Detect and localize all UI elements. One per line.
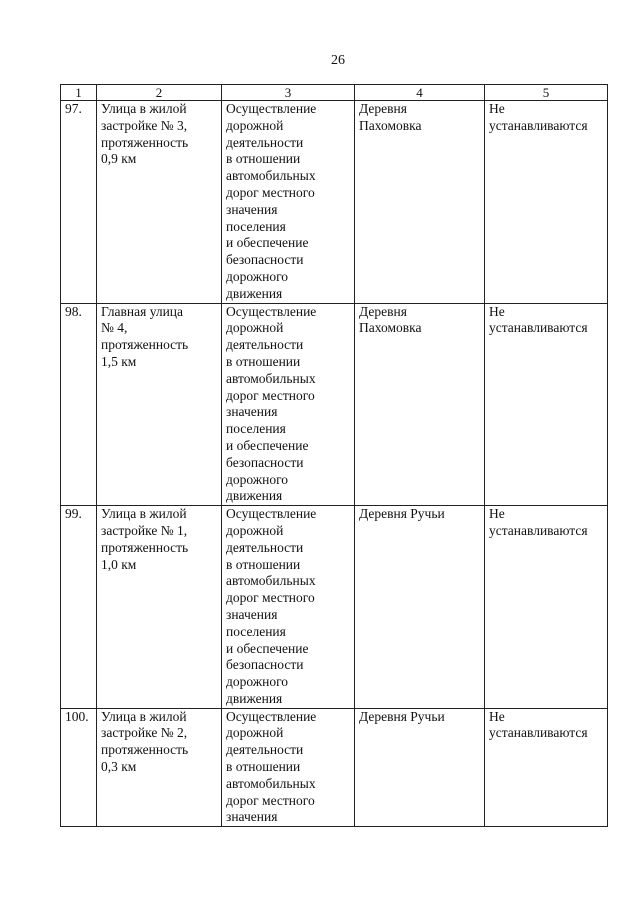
object-cell-line: протяженность bbox=[101, 134, 189, 150]
activity-cell-line: Осуществление bbox=[226, 708, 317, 724]
object-cell-line: Главная улица bbox=[101, 303, 184, 319]
restrictions-cell-line: Не bbox=[489, 506, 505, 522]
column-header: 2 bbox=[97, 85, 222, 101]
register-table bbox=[60, 84, 608, 827]
table-row bbox=[61, 708, 608, 827]
restrictions-cell bbox=[485, 708, 608, 827]
object-cell-line: № 4, bbox=[101, 320, 128, 336]
activity-cell-line: значения bbox=[226, 404, 278, 420]
table-row bbox=[61, 101, 608, 304]
activity-cell-line: дорог местного bbox=[226, 387, 315, 403]
object-cell-line: 1,5 км bbox=[101, 353, 137, 369]
column-header: 5 bbox=[485, 85, 608, 101]
location-cell bbox=[355, 303, 485, 506]
activity-cell-line: дорог местного bbox=[226, 590, 315, 606]
location-cell-line: Пахомовка bbox=[359, 117, 422, 133]
activity-cell-line: дорожной bbox=[226, 522, 284, 538]
activity-cell-line: Осуществление bbox=[226, 506, 317, 522]
location-cell bbox=[355, 506, 485, 709]
activity-cell-line: дорог местного bbox=[226, 792, 315, 808]
activity-cell-line: деятельности bbox=[226, 539, 304, 555]
object-cell-line: 1,0 км bbox=[101, 556, 137, 572]
activity-cell-line: автомобильных bbox=[226, 775, 316, 791]
activity-cell-line: безопасности bbox=[226, 454, 304, 470]
activity-cell-line: дорожного bbox=[226, 268, 289, 284]
activity-cell bbox=[222, 506, 355, 709]
column-header: 3 bbox=[222, 85, 355, 101]
table-body bbox=[61, 101, 608, 827]
activity-cell bbox=[222, 708, 355, 827]
object-cell bbox=[97, 506, 222, 709]
activity-cell bbox=[222, 303, 355, 506]
activity-cell-line: значения bbox=[226, 809, 278, 825]
table-row bbox=[61, 303, 608, 506]
activity-cell-line: дорог местного bbox=[226, 184, 315, 200]
row-number-cell-line: 98. bbox=[65, 303, 82, 319]
object-cell bbox=[97, 101, 222, 304]
activity-cell-line: движения bbox=[226, 690, 283, 706]
location-cell bbox=[355, 708, 485, 827]
restrictions-cell-line: Не bbox=[489, 101, 505, 116]
activity-cell-line: поселения bbox=[226, 421, 286, 437]
activity-cell-line: поселения bbox=[226, 623, 286, 639]
row-number-cell-line: 99. bbox=[65, 506, 82, 522]
activity-cell-line: движения bbox=[226, 285, 283, 301]
activity-cell-line: автомобильных bbox=[226, 370, 316, 386]
activity-cell-line: дорожной bbox=[226, 320, 284, 336]
activity-cell-line: значения bbox=[226, 606, 278, 622]
table-row bbox=[61, 506, 608, 709]
object-cell-line: 0,9 км bbox=[101, 151, 137, 167]
restrictions-cell bbox=[485, 506, 608, 709]
location-cell-line: Пахомовка bbox=[359, 320, 422, 336]
row-number-cell bbox=[61, 506, 97, 709]
row-number-cell-line: 100. bbox=[65, 708, 89, 724]
object-cell-line: Улица в жилой bbox=[101, 708, 187, 724]
row-number-cell bbox=[61, 708, 97, 827]
column-header: 1 bbox=[61, 85, 97, 101]
object-cell-line: застройке № 2, bbox=[101, 725, 188, 741]
row-number-cell bbox=[61, 303, 97, 506]
table-header-row bbox=[61, 85, 608, 101]
activity-cell-line: и обеспечение bbox=[226, 235, 309, 251]
activity-cell-line: дорожной bbox=[226, 117, 284, 133]
activity-cell-line: и обеспечение bbox=[226, 437, 309, 453]
column-header: 4 bbox=[355, 85, 485, 101]
activity-cell bbox=[222, 101, 355, 304]
activity-cell-line: дорожного bbox=[226, 471, 289, 487]
activity-cell-line: деятельности bbox=[226, 337, 304, 353]
restrictions-cell bbox=[485, 303, 608, 506]
object-cell bbox=[97, 303, 222, 506]
restrictions-cell-line: Не bbox=[489, 708, 505, 724]
restrictions-cell-line: устанавливаются bbox=[489, 725, 588, 741]
object-cell-line: застройке № 1, bbox=[101, 522, 188, 538]
activity-cell-line: безопасности bbox=[226, 657, 304, 673]
object-cell-line: Улица в жилой bbox=[101, 506, 187, 522]
activity-cell-line: в отношении bbox=[226, 759, 301, 775]
page-number: 26 bbox=[331, 53, 345, 68]
object-cell-line: протяженность bbox=[101, 337, 189, 353]
location-cell bbox=[355, 101, 485, 304]
object-cell-line: 0,3 км bbox=[101, 759, 137, 775]
activity-cell-line: движения bbox=[226, 488, 283, 504]
location-cell-line: Деревня bbox=[359, 303, 407, 319]
activity-cell-line: автомобильных bbox=[226, 573, 316, 589]
activity-cell-line: Осуществление bbox=[226, 101, 317, 116]
object-cell-line: протяженность bbox=[101, 742, 189, 758]
restrictions-cell-line: устанавливаются bbox=[489, 117, 588, 133]
activity-cell-line: деятельности bbox=[226, 742, 304, 758]
restrictions-cell-line: Не bbox=[489, 303, 505, 319]
location-cell-line: Деревня Ручьи bbox=[359, 708, 445, 724]
activity-cell-line: безопасности bbox=[226, 252, 304, 268]
activity-cell-line: Осуществление bbox=[226, 303, 317, 319]
activity-cell-line: в отношении bbox=[226, 556, 301, 572]
activity-cell-line: дорожного bbox=[226, 674, 289, 690]
row-number-cell bbox=[61, 101, 97, 304]
object-cell-line: Улица в жилой bbox=[101, 101, 187, 116]
restrictions-cell-line: устанавливаются bbox=[489, 320, 588, 336]
activity-cell-line: значения bbox=[226, 201, 278, 217]
object-cell-line: застройке № 3, bbox=[101, 117, 188, 133]
restrictions-cell-line: устанавливаются bbox=[489, 522, 588, 538]
activity-cell-line: и обеспечение bbox=[226, 640, 309, 656]
activity-cell-line: деятельности bbox=[226, 134, 304, 150]
activity-cell-line: в отношении bbox=[226, 353, 301, 369]
activity-cell-line: в отношении bbox=[226, 151, 301, 167]
restrictions-cell bbox=[485, 101, 608, 304]
activity-cell-line: поселения bbox=[226, 218, 286, 234]
object-cell-line: протяженность bbox=[101, 539, 189, 555]
location-cell-line: Деревня bbox=[359, 101, 407, 116]
object-cell bbox=[97, 708, 222, 827]
activity-cell-line: автомобильных bbox=[226, 168, 316, 184]
row-number-cell-line: 97. bbox=[65, 101, 82, 116]
location-cell-line: Деревня Ручьи bbox=[359, 506, 445, 522]
activity-cell-line: дорожной bbox=[226, 725, 284, 741]
